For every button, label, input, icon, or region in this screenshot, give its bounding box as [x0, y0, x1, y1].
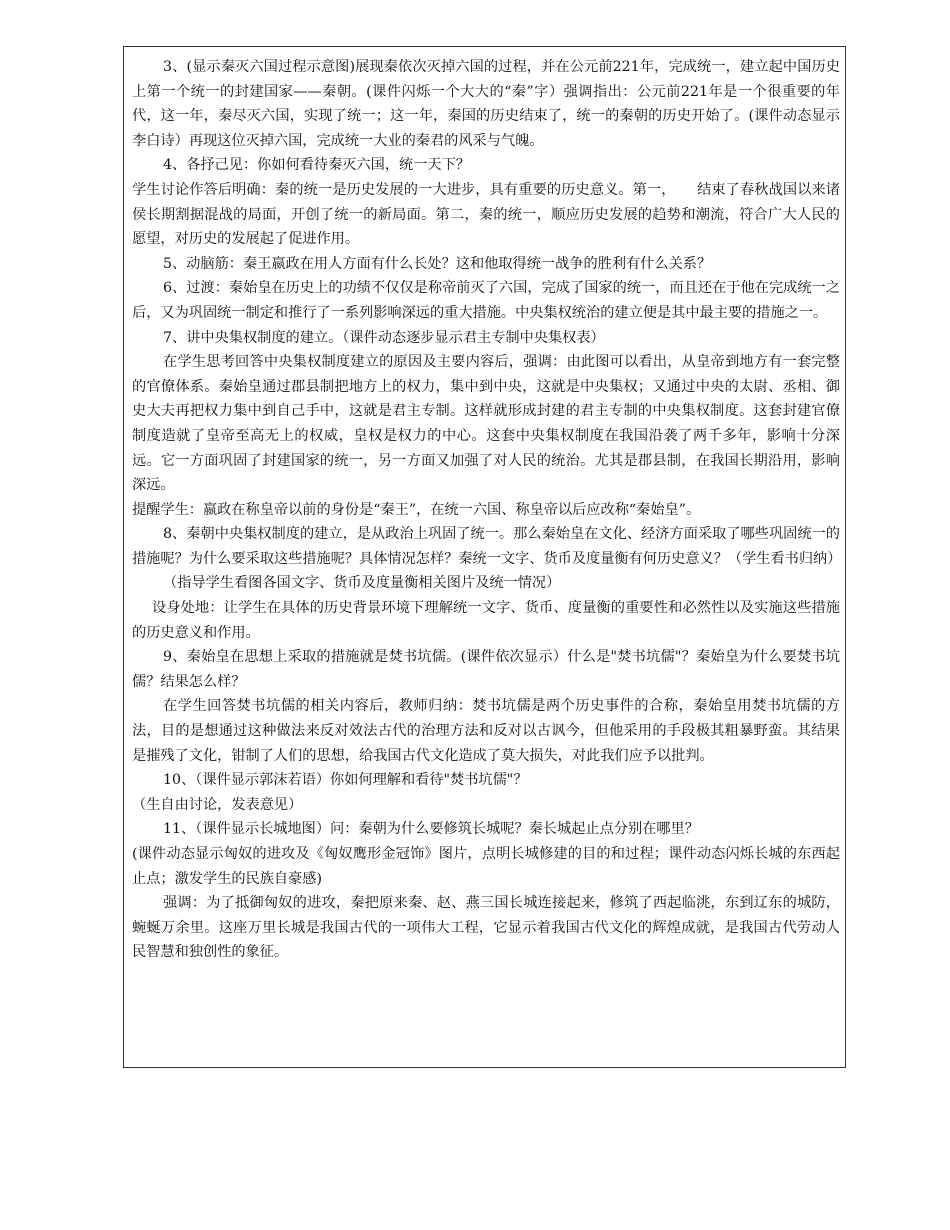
- paragraph-empathy: 设身处地：让学生在具体的历史背景环境下理解统一文字、货币、度量衡的重要性和必然性以及实施这些措施的历史意义和作用。: [132, 600, 840, 641]
- paragraph-10-guo-moruo: 10、（课件显示郭沫若语）你如何理解和看待"焚书坑儒"？: [163, 772, 528, 789]
- paragraph-11-great-wall: 11、（课件显示长城地图）问：秦朝为什么要修筑长城呢？秦长城起止点分别在哪里？: [163, 821, 699, 838]
- paragraph-9-book-burning: 9、秦始皇在思想上采取的措施就是焚书坑儒。(课件依次显示）什么是"焚书坑儒"？秦始皇为什么要焚书坑儒？结果怎么样？: [132, 649, 840, 690]
- lesson-text-body: [132, 55, 840, 965]
- paragraph-guide-pictures: （指导学生看图各国文字、货币及度量衡相关图片及统一情况）: [163, 575, 561, 592]
- paragraph-great-wall-emphasis: 强调：为了抵御匈奴的进攻，秦把原来秦、赵、燕三国长城连接起来，修筑了西起临洮，东到辽东的城防，蜿蜒万余里。这座万里长城是我国古代的一项伟大工程，它显示着我国古代文化的辉煌成就，是我国古代劳动人民智慧和独创性的象征。: [132, 895, 840, 961]
- paragraph-central-power-explanation: 在学生思考回答中央集权制度建立的原因及主要内容后，强调：由此图可以看出，从皇帝到地方有一套完整的官僚体系。秦始皇通过郡县制把地方上的权力，集中到中央，这就是中央集权；又通过中央的太尉、丞相、御史大夫再把权力集中到自己手中，这就是君主专制。这样就形成封建的君主专制的中央集权制度。这套封建官僚制度造就了皇帝至高无上的权威，皇权是权力的中心。这套中央集权制度在我国沿袭了两千多年，影响十分深远。它一方面巩固了封建国家的统一，另一方面又加强了对人民的统治。尤其是郡县制，在我国长期沿用，影响深远。: [132, 354, 840, 494]
- paragraph-reminder: 提醒学生：嬴政在称皇帝以前的身份是“秦王”，在统一六国、称皇帝以后应改称“秦始皇”。: [132, 501, 701, 518]
- paragraph-6-transition: 6、过渡：秦始皇在历史上的功绩不仅仅是称帝前灭了六国，完成了国家的统一，而且还在于他在完成统一之后，又为巩固统一制定和推行了一系列影响深远的重大措施。中央集权统治的建立便是其中最主要的措施之一。: [132, 280, 840, 321]
- paragraph-free-discussion: （生自由讨论，发表意见）: [132, 796, 303, 813]
- paragraph-7-central-power: 7、讲中央集权制度的建立。（课件动态逐步显示君主专制中央集权表）: [163, 329, 605, 346]
- paragraph-discussion-conclusion: 学生讨论作答后明确：秦的统一是历史发展的一大进步，具有重要的历史意义。第一， 结束了春秋战国以来诸侯长期割据混战的局面，开创了统一的新局面。第二，秦的统一，顺应历史发展的趋势和潮流，符合广大人民的愿望，对历史的发展起了促进作用。: [132, 181, 840, 248]
- paragraph-8-culture-economy: 8、秦朝中央集权制度的建立，是从政治上巩固了统一。那么秦始皇在文化、经济方面采取了哪些巩固统一的措施呢？为什么要采取这些措施呢？具体情况怎样？秦统一文字、货币及度量衡有何历史意义？（学生看书归纳）: [132, 526, 842, 567]
- paragraph-5-brainstorm: 5、动脑筋：秦王嬴政在用人方面有什么长处？这和他取得统一战争的胜利有什么关系？: [163, 255, 712, 272]
- paragraph-3-qin-unification: 3、(显示秦灭六国过程示意图)展现秦依次灭掉六国的过程，并在公元前221年，完成统一，建立起中国历史上第一个统一的封建国家——秦朝。(课件闪烁一个大大的“秦”字）强调指出：公元前221年是一个很重要的年代，这一年，秦尽灭六国，实现了统一；这一年，秦国的历史结束了，统一的秦朝的历史开始了。(课件动态显示李白诗）再现这位灭掉六国，完成统一大业的秦君的风采与气魄。: [132, 59, 840, 149]
- paragraph-4-opinion-question: 4、各抒己见：你如何看待秦灭六国，统一天下？: [163, 157, 470, 174]
- paragraph-book-burning-summary: 在学生回答焚书坑儒的相关内容后，教师归纳：焚书坑儒是两个历史事件的合称，秦始皇用焚书坑儒的方法，目的是想通过这种做法来反对效法古代的治理方法和反对以古讽今，但他采用的手段极其粗暴野蛮。其结果是摧残了文化，钳制了人们的思想，给我国古代文化造成了莫大损失，对此我们应予以批判。: [132, 698, 840, 764]
- paragraph-great-wall-courseware: (课件动态显示匈奴的进攻及《匈奴鹰形金冠饰》图片，点明长城修建的目的和过程；课件动态闪烁长城的东西起止点；激发学生的民族自豪感): [132, 846, 840, 887]
